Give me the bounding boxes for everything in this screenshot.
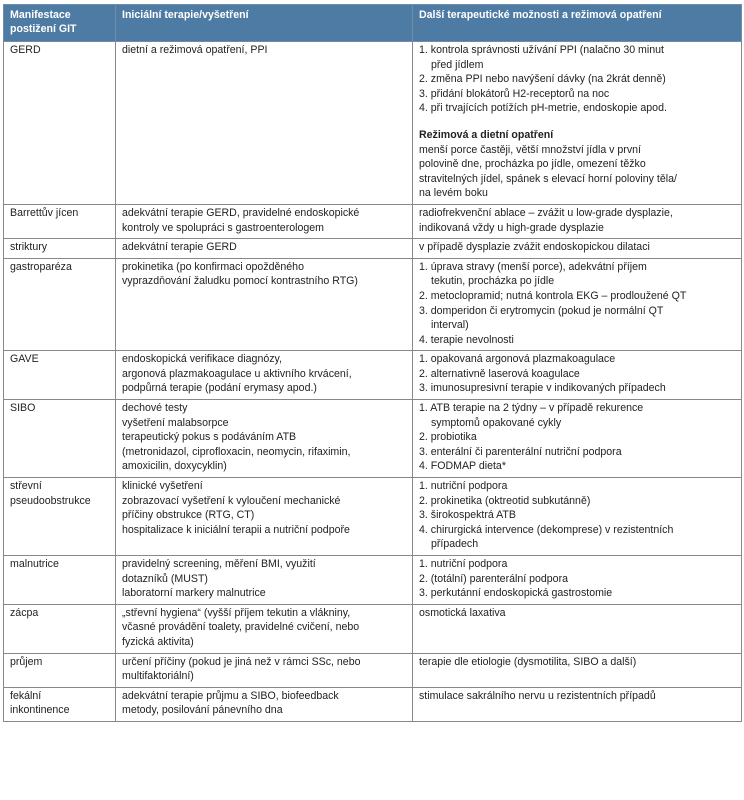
diet-line: stravitelných jídel, spánek s elevací horní poloviny těla/ [419, 172, 677, 185]
initial-cell [116, 653, 413, 687]
row-label [4, 687, 116, 721]
initial-cell [116, 556, 413, 605]
further-cell [413, 42, 742, 205]
further-cell [413, 400, 742, 478]
further-line: případech [431, 538, 479, 551]
initial-line: multifaktoriální) [122, 670, 194, 683]
further-line: 3. imunosupresivní terapie v indikovaných případech [419, 382, 666, 395]
further-cell [413, 478, 742, 556]
table-row [4, 42, 742, 205]
further-line: 3. širokospektrá ATB [419, 509, 516, 522]
table-row [4, 604, 742, 653]
initial-line: dotazníků (MUST) [122, 572, 208, 585]
row-label: GAVE [4, 351, 116, 400]
further-line: 1. nutriční podpora [419, 480, 508, 493]
further-line: 2. změna PPI nebo navýšení dávky (na 2krát denně) [419, 73, 666, 86]
further-line: 1. nutriční podpora [419, 558, 508, 570]
initial-line: dietní a režimová opatření, PPI [122, 44, 268, 56]
further-line: 2. alternativně laserová koagulace [419, 367, 580, 380]
initial-line: určení příčiny (pokud je jiná než v rámci SSc, nebo [122, 655, 361, 668]
initial-line: kontroly ve spolupráci s gastroenterologem [122, 221, 324, 234]
table-row [4, 687, 742, 721]
further-line: 2. metoclopramid; nutná kontrola EKG – prodloužené QT [419, 289, 687, 302]
initial-cell [116, 42, 413, 205]
initial-line: terapeutický pokus s podáváním ATB [122, 431, 297, 444]
table-row [4, 258, 742, 351]
further-line: 2. prokinetika (oktreotid subkutánně) [419, 494, 591, 507]
further-cell [413, 351, 742, 400]
initial-cell [116, 258, 413, 351]
header-further-options: Další terapeutické možnosti a režimová opatření [413, 5, 742, 42]
further-line: 3. domperidon či erytromycin (pokud je normální QT [419, 304, 664, 317]
further-line: 1. opakovaná argonová plazmakoagulace [419, 353, 616, 366]
row-label: SIBO [4, 400, 116, 478]
initial-line: „střevní hygiena“ (vyšší příjem tekutin a vlákniny, [122, 606, 351, 619]
further-line: tekutin, procházka po jídle [431, 275, 555, 288]
row-label: striktury [4, 239, 116, 259]
initial-line: metody, posilování pánevního dna [122, 704, 283, 717]
header-manifestation: Manifestace postižení GIT [4, 5, 116, 42]
table-row [4, 400, 742, 478]
initial-line: fyzická aktivita) [122, 635, 194, 648]
further-cell [413, 204, 742, 238]
initial-line: dechové testy [122, 402, 188, 415]
initial-line: pravidelný screening, měření BMI, využití [122, 558, 316, 570]
initial-line: amoxicilin, doxycyklin) [122, 460, 227, 473]
further-line: osmotická laxativa [419, 606, 506, 619]
further-cell [413, 653, 742, 687]
further-cell [413, 556, 742, 605]
row-label: Barrettův jícen [4, 204, 116, 238]
initial-line: laboratorní markery malnutrice [122, 587, 266, 600]
further-line: symptomů opakované cykly [431, 416, 562, 429]
initial-cell [116, 687, 413, 721]
further-line: 4. terapie nevolnosti [419, 333, 514, 346]
initial-cell [116, 478, 413, 556]
row-label-line: střevní [10, 480, 42, 493]
further-line: terapie dle etiologie (dysmotilita, SIBO a další) [419, 655, 637, 668]
initial-line: vyprazdňování žaludku pomocí kontrastního RTG) [122, 275, 358, 288]
further-cell [413, 258, 742, 351]
initial-line: prokinetika (po konfirmaci opožděného [122, 260, 304, 273]
further-line: 4. při trvajících potížích pH-metrie, endoskopie apod. [419, 102, 667, 115]
initial-line: podpůrná terapie (podání erymasy apod.) [122, 382, 317, 395]
further-line: 3. enterální či parenterální nutriční podpora [419, 445, 622, 458]
row-label: průjem [4, 653, 116, 687]
treatment-table [3, 4, 742, 722]
row-label: zácpa [4, 604, 116, 653]
initial-line: příčiny obstrukce (RTG, CT) [122, 509, 255, 522]
initial-line: (metronidazol, ciprofloxacin, neomycin, rifaximin, [122, 445, 351, 458]
initial-line: klinické vyšetření [122, 480, 203, 493]
further-line: 4. chirurgická intervence (dekomprese) v rezistentních [419, 523, 674, 536]
initial-line: zobrazovací vyšetření k vyloučení mechanické [122, 494, 341, 507]
diet-line: menší porce častěji, větší množství jídla v první [419, 143, 641, 156]
row-label-line: pseudoobstrukce [10, 494, 91, 507]
treatment-table-container [3, 4, 741, 722]
table-row [4, 351, 742, 400]
further-line: radiofrekvenční ablace – zvážit u low-grade dysplazie, [419, 206, 673, 219]
initial-cell [116, 351, 413, 400]
initial-cell [116, 400, 413, 478]
initial-cell [116, 204, 413, 238]
table-row [4, 204, 742, 238]
table-row [4, 239, 742, 259]
further-line: indikovaná vždy u high-grade dysplazie [419, 221, 604, 234]
initial-line: vyšetření malabsorpce [122, 416, 229, 429]
diet-heading: Režimová a dietní opatření [419, 128, 554, 141]
further-cell [413, 604, 742, 653]
initial-line: argonová plazmakoagulace u aktivního krvácení, [122, 367, 352, 380]
initial-line: adekvátní terapie průjmu a SIBO, biofeedback [122, 689, 339, 702]
initial-line: včasné provádění toalety, pravidelné cvičení, nebo [122, 621, 360, 634]
table-header-row [4, 5, 742, 42]
diet-line: na levém boku [419, 187, 488, 200]
further-cell [413, 687, 742, 721]
initial-line: adekvátní terapie GERD, pravidelné endoskopické [122, 206, 360, 219]
table-row [4, 478, 742, 556]
header-initial-therapy: Iniciální terapie/vyšetření [116, 5, 413, 42]
table-row [4, 653, 742, 687]
initial-line: hospitalizace k iniciální terapii a nutriční podpoře [122, 523, 350, 536]
further-line: interval) [431, 319, 469, 332]
further-line: před jídlem [431, 58, 484, 71]
row-label-line: fekální [10, 689, 42, 702]
row-label: malnutrice [4, 556, 116, 605]
row-label: GERD [4, 42, 116, 205]
further-line: v případě dysplazie zvážit endoskopickou dilataci [419, 241, 650, 254]
further-line: 2. probiotika [419, 431, 477, 444]
further-line: stimulace sakrálního nervu u rezistentních případů [419, 689, 656, 702]
diet-line: polovině dne, procházka po jídle, omezení těžko [419, 158, 646, 171]
further-line: 2. (totální) parenterální podpora [419, 572, 568, 585]
further-line: 4. FODMAP dieta* [419, 460, 506, 473]
table-row [4, 556, 742, 605]
further-line: 1. ATB terapie na 2 týdny – v případě rekurence [419, 402, 644, 415]
row-label: gastroparéza [4, 258, 116, 351]
initial-line: endoskopická verifikace diagnózy, [122, 353, 282, 366]
initial-cell [116, 604, 413, 653]
further-cell [413, 239, 742, 259]
further-line: 1. úprava stravy (menší porce), adekvátní příjem [419, 260, 647, 273]
initial-line: adekvátní terapie GERD [122, 241, 237, 254]
further-line: 3. perkutánní endoskopická gastrostomie [419, 587, 613, 600]
further-line: 3. přidání blokátorů H2-receptorů na noc [419, 87, 610, 100]
row-label [4, 478, 116, 556]
row-label-line: inkontinence [10, 704, 70, 717]
initial-cell [116, 239, 413, 259]
further-line: 1. kontrola správnosti užívání PPI (nalačno 30 minut [419, 44, 664, 56]
